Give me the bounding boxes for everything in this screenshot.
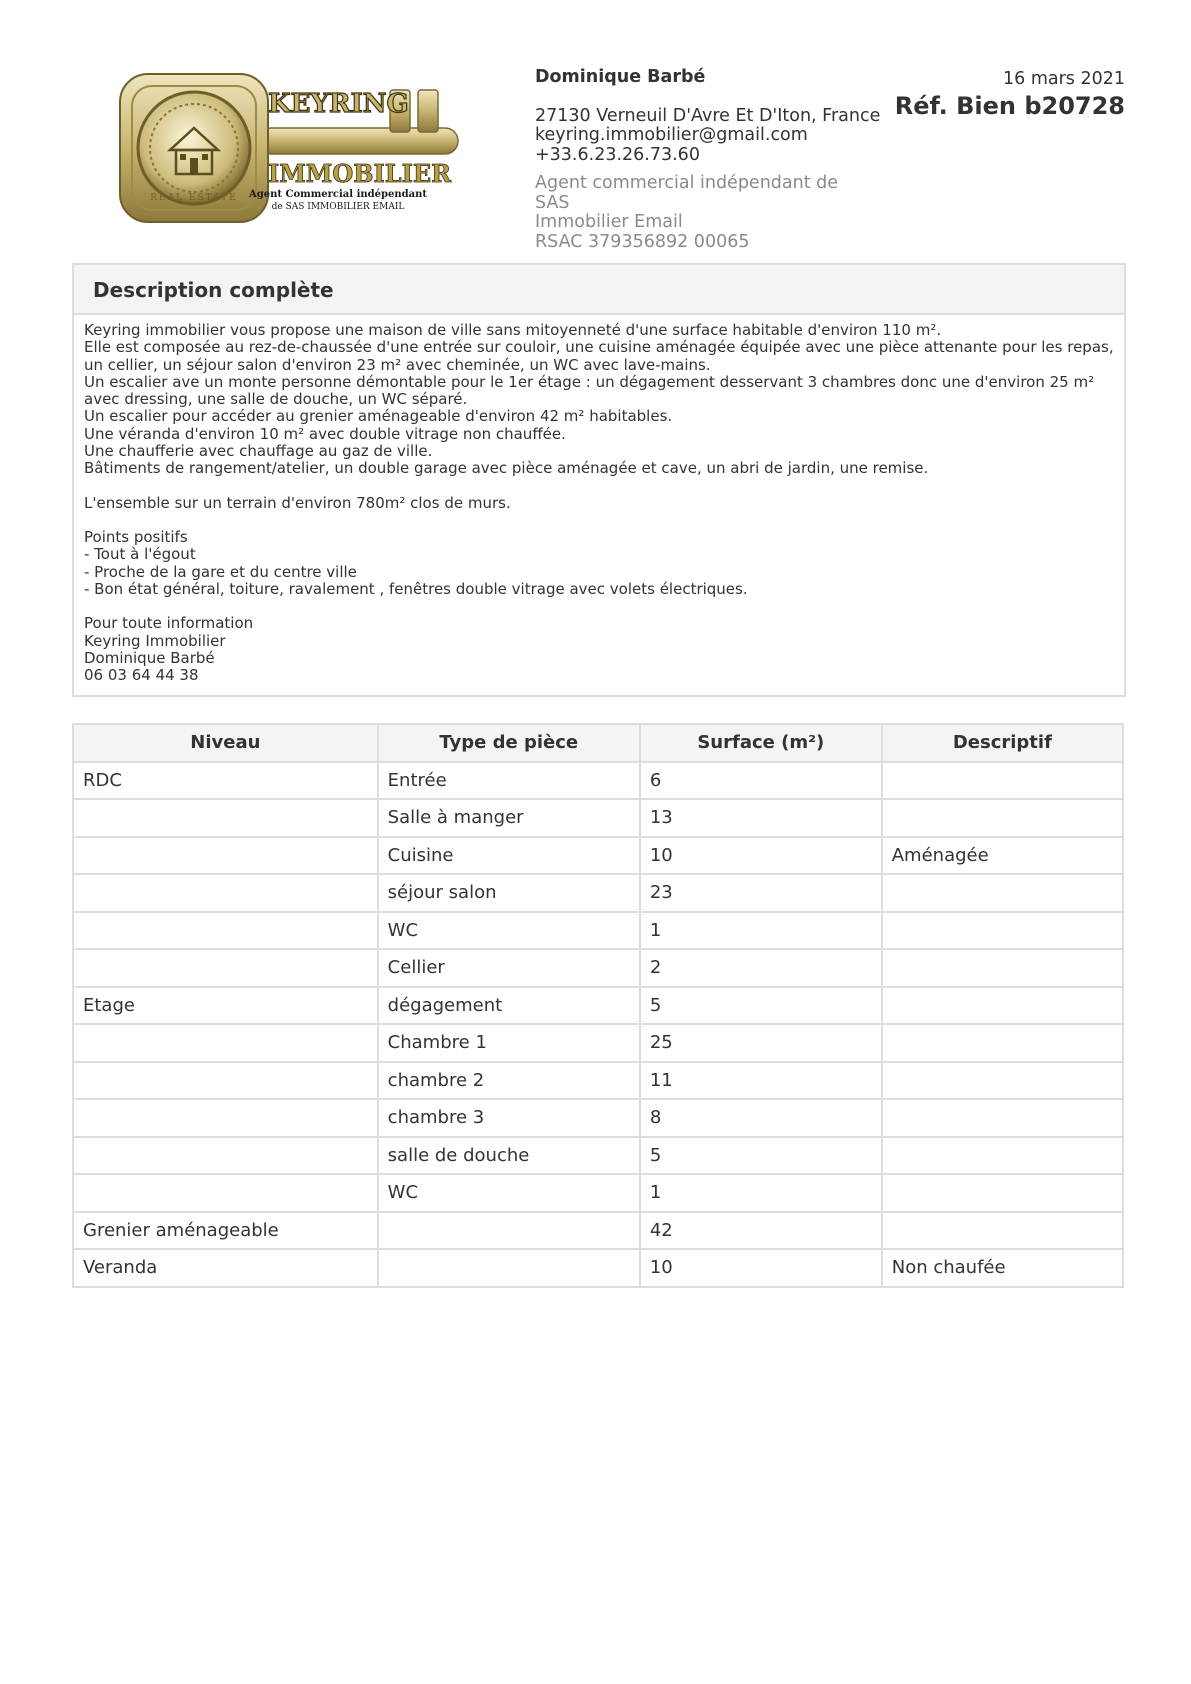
description-line: Une chaufferie avec chauffage au gaz de ville. bbox=[84, 441, 433, 460]
description-line: 06 03 64 44 38 bbox=[84, 666, 199, 684]
table-row bbox=[73, 1062, 1123, 1100]
description-line: un cellier, un séjour salon d'environ 23 m² avec cheminée, un WC avec lave-mains. bbox=[84, 355, 711, 374]
description-line: Keyring immobilier vous propose une maison de ville sans mitoyenneté d'une surface habitable d'environ 110 m². bbox=[84, 321, 942, 339]
cell-niveau: Grenier aménageable bbox=[73, 1212, 378, 1250]
cell-surface: 2 bbox=[640, 949, 882, 987]
cell-descriptif bbox=[882, 799, 1123, 837]
cell-descriptif bbox=[882, 1137, 1123, 1175]
description-line: avec dressing, une salle de douche, un WC séparé. bbox=[84, 390, 468, 408]
cell-surface: 1 bbox=[640, 1174, 882, 1212]
description-line: Keyring Immobilier bbox=[84, 631, 226, 650]
cell-surface: 1 bbox=[640, 912, 882, 950]
cell-descriptif bbox=[882, 987, 1123, 1025]
agent-phone[interactable]: +33.6.23.26.73.60 bbox=[535, 144, 700, 165]
description-line: Une véranda d'environ 10 m² avec double vitrage non chauffée. bbox=[84, 424, 566, 443]
table-row bbox=[73, 874, 1123, 912]
table-row bbox=[73, 949, 1123, 987]
agent-email[interactable]: keyring.immobilier@gmail.com bbox=[535, 125, 808, 145]
cell-descriptif bbox=[882, 1099, 1123, 1137]
cell-type-de-piece: salle de douche bbox=[378, 1137, 640, 1175]
agent-role-line-1: Agent commercial indépendant de SAS bbox=[535, 173, 839, 213]
cell-descriptif bbox=[882, 874, 1123, 912]
description-line: Un escalier pour accéder au grenier aménageable d'environ 42 m² habitables. bbox=[84, 407, 673, 426]
cell-type-de-piece: dégagement bbox=[378, 987, 640, 1025]
description-line: - Proche de la gare et du centre ville bbox=[84, 562, 357, 581]
table-row bbox=[73, 912, 1123, 950]
cell-niveau bbox=[73, 837, 378, 875]
description-line: - Tout à l'égout bbox=[84, 545, 196, 564]
description-line: L'ensemble sur un terrain d'environ 780m² clos de murs. bbox=[84, 493, 511, 512]
table-row bbox=[73, 1137, 1123, 1175]
document-date: 16 mars 2021 bbox=[1002, 69, 1125, 89]
cell-surface: 5 bbox=[640, 987, 882, 1025]
description-line: Bâtiments de rangement/atelier, un double garage avec pièce aménagée et cave, un abri de jardin, une remise. bbox=[84, 459, 929, 477]
agent-role-line-2: Immobilier Email bbox=[535, 212, 683, 232]
table-row bbox=[73, 1099, 1123, 1137]
cell-surface: 11 bbox=[640, 1062, 882, 1100]
logo-sub-text: IMMOBILIER bbox=[268, 159, 452, 188]
cell-type-de-piece: chambre 2 bbox=[378, 1062, 640, 1100]
logo-tagline-1: Agent Commercial indépendant bbox=[249, 189, 427, 200]
description-line: Un escalier ave un monte personne démontable pour le 1er étage : un dégagement desservant 3 chambres donc une d'environ 25 m² bbox=[84, 372, 1095, 391]
description-line: Pour toute information bbox=[84, 614, 254, 633]
keyring-logo bbox=[118, 70, 470, 230]
agent-address: 27130 Verneuil D'Avre Et D'Iton, France bbox=[535, 105, 881, 126]
cell-niveau: Etage bbox=[73, 987, 378, 1025]
description-line: - Bon état général, toiture, ravalement , fenêtres double vitrage avec volets électriques. bbox=[84, 579, 748, 598]
cell-descriptif: Non chaufée bbox=[882, 1249, 1123, 1287]
description-body bbox=[74, 315, 1124, 695]
table-row bbox=[73, 987, 1123, 1025]
cell-type-de-piece bbox=[378, 1249, 640, 1287]
rooms-table bbox=[72, 723, 1124, 1288]
cell-surface: 5 bbox=[640, 1137, 882, 1175]
cell-niveau bbox=[73, 912, 378, 950]
description-line: Points positifs bbox=[84, 528, 188, 546]
cell-descriptif bbox=[882, 1174, 1123, 1212]
cell-niveau bbox=[73, 1174, 378, 1212]
table-row bbox=[73, 799, 1123, 837]
cell-niveau bbox=[73, 874, 378, 912]
description-line: Elle est composée au rez-de-chaussée d'une entrée sur couloir, une cuisine aménagée équipée avec une pièce attenante pour les repas, bbox=[84, 338, 1114, 357]
cell-niveau bbox=[73, 1099, 378, 1137]
cell-niveau bbox=[73, 1062, 378, 1100]
cell-niveau bbox=[73, 799, 378, 837]
header-niveau: Niveau bbox=[73, 724, 378, 762]
logo-tagline-2: de SAS IMMOBILIER EMAIL bbox=[271, 202, 405, 212]
cell-surface: 13 bbox=[640, 799, 882, 837]
cell-type-de-piece: WC bbox=[378, 1174, 640, 1212]
cell-descriptif: Aménagée bbox=[882, 837, 1123, 875]
cell-descriptif bbox=[882, 1212, 1123, 1250]
agent-name: Dominique Barbé bbox=[535, 67, 706, 87]
table-row bbox=[73, 837, 1123, 875]
cell-descriptif bbox=[882, 762, 1123, 800]
cell-type-de-piece: Cuisine bbox=[378, 837, 640, 875]
table-row bbox=[73, 1174, 1123, 1212]
description-line bbox=[84, 477, 1114, 494]
header-descriptif: Descriptif bbox=[882, 724, 1123, 762]
cell-descriptif bbox=[882, 912, 1123, 950]
cell-type-de-piece bbox=[378, 1212, 640, 1250]
cell-niveau: RDC bbox=[73, 762, 378, 800]
cell-type-de-piece: Salle à manger bbox=[378, 799, 640, 837]
cell-surface: 42 bbox=[640, 1212, 882, 1250]
description-line bbox=[84, 598, 1114, 615]
rooms-table-header bbox=[73, 724, 1123, 762]
property-reference: Réf. Bien b20728 bbox=[894, 92, 1125, 120]
header-type-de-piece: Type de pièce bbox=[378, 724, 640, 762]
table-row bbox=[73, 1024, 1123, 1062]
cell-surface: 10 bbox=[640, 837, 882, 875]
cell-type-de-piece: Cellier bbox=[378, 949, 640, 987]
cell-surface: 6 bbox=[640, 762, 882, 800]
table-row bbox=[73, 762, 1123, 800]
agent-info bbox=[535, 67, 881, 252]
logo-brand-text: KEYRING bbox=[268, 89, 409, 119]
cell-niveau bbox=[73, 1137, 378, 1175]
cell-surface: 8 bbox=[640, 1099, 882, 1137]
cell-descriptif bbox=[882, 1062, 1123, 1100]
cell-surface: 25 bbox=[640, 1024, 882, 1062]
document-meta bbox=[895, 68, 1125, 120]
description-panel bbox=[72, 263, 1126, 697]
cell-type-de-piece: Chambre 1 bbox=[378, 1024, 640, 1062]
logo-seal-text: REAL ESTATE bbox=[150, 193, 238, 203]
table-row bbox=[73, 1212, 1123, 1250]
cell-type-de-piece: Entrée bbox=[378, 762, 640, 800]
cell-type-de-piece: séjour salon bbox=[378, 874, 640, 912]
header-surface: Surface (m²) bbox=[640, 724, 882, 762]
cell-type-de-piece: WC bbox=[378, 912, 640, 950]
cell-descriptif bbox=[882, 949, 1123, 987]
cell-type-de-piece: chambre 3 bbox=[378, 1099, 640, 1137]
cell-surface: 10 bbox=[640, 1249, 882, 1287]
description-line bbox=[84, 512, 1114, 529]
cell-niveau: Veranda bbox=[73, 1249, 378, 1287]
cell-descriptif bbox=[882, 1024, 1123, 1062]
description-line: Dominique Barbé bbox=[84, 648, 215, 667]
description-title: Description complète bbox=[74, 265, 1124, 315]
agent-rsac: RSAC 379356892 00065 bbox=[535, 231, 750, 252]
table-row bbox=[73, 1249, 1123, 1287]
cell-niveau bbox=[73, 949, 378, 987]
cell-surface: 23 bbox=[640, 874, 882, 912]
cell-niveau bbox=[73, 1024, 378, 1062]
